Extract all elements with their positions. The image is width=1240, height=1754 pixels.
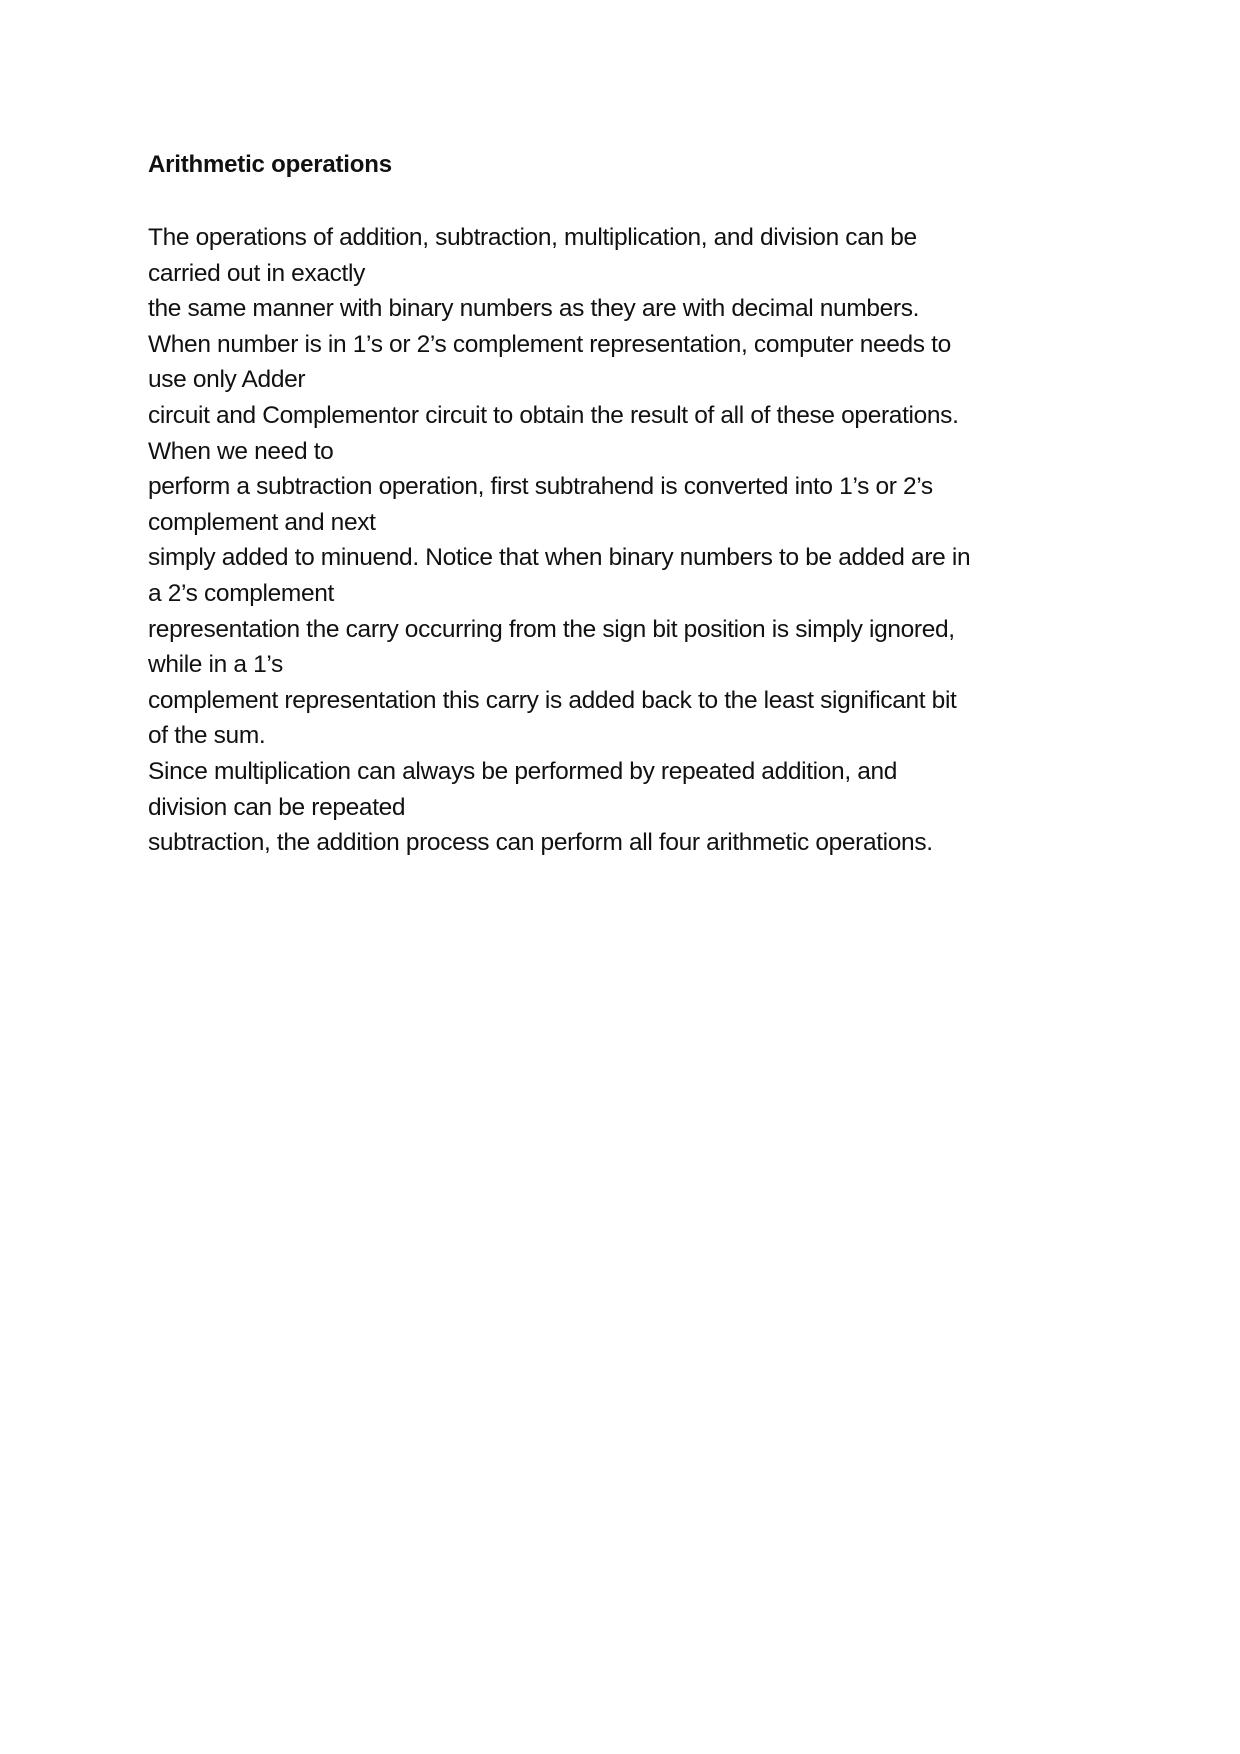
body-line: The operations of addition, subtraction, multiplication, and division can be [148, 224, 917, 251]
body-line: When we need to [148, 437, 334, 465]
body-line: complement and next [148, 508, 376, 536]
body-line: Since multiplication can always be performed by repeated addition, and [148, 757, 898, 785]
body-line: of the sum. [148, 722, 266, 750]
document-title: Arithmetic operations [148, 151, 392, 178]
document-body [148, 220, 1108, 861]
body-line: carried out in exactly [148, 259, 365, 287]
document-content [148, 148, 1108, 861]
body-line: When number is in 1’s or 2’s complement representation, computer needs to [148, 330, 951, 358]
body-line: circuit and Complementor circuit to obtain the result of all of these operations. [148, 401, 959, 429]
body-line: simply added to minuend. Notice that when binary numbers to be added are in [148, 544, 971, 572]
body-line: perform a subtraction operation, first subtrahend is converted into 1’s or 2’s [148, 473, 933, 501]
body-line: division can be repeated [148, 793, 406, 821]
body-line: while in a 1’s [148, 651, 283, 679]
body-line: a 2’s complement [148, 579, 334, 607]
body-line: representation the carry occurring from the sign bit position is simply ignored, [148, 615, 955, 643]
body-line: the same manner with binary numbers as they are with decimal numbers. [148, 295, 920, 323]
body-line: use only Adder [148, 366, 306, 394]
body-line: complement representation this carry is added back to the least significant bit [148, 686, 957, 714]
body-line: subtraction, the addition process can perform all four arithmetic operations. [148, 829, 933, 857]
